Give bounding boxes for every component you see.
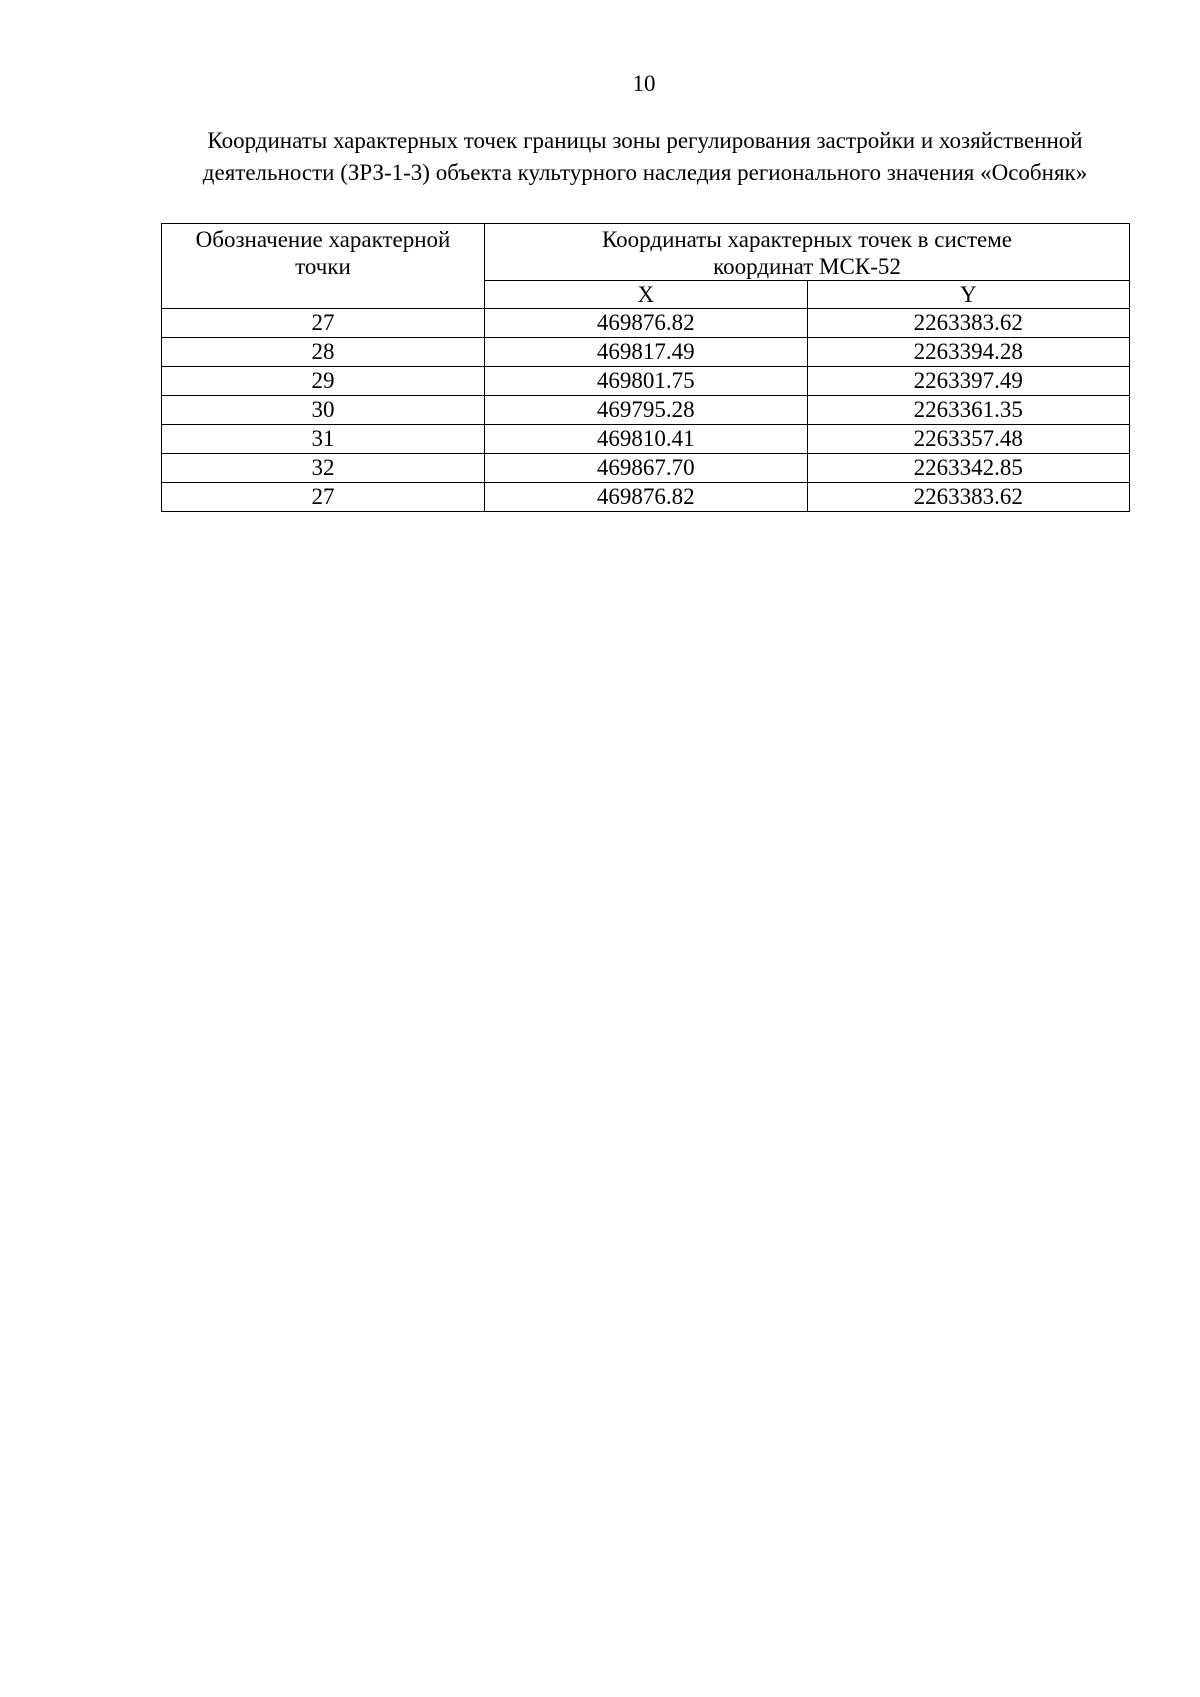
document-title-line-2: деятельности (ЗРЗ-1-3) объекта культурного наследия регионального значения «Особняк» [202, 160, 1088, 185]
cell-x: 469810.41 [485, 425, 808, 454]
header-point-line-1: Обозначение характерной [195, 227, 451, 252]
cell-x: 469817.49 [485, 338, 808, 367]
cell-x: 469795.28 [485, 396, 808, 425]
cell-point: 28 [162, 338, 485, 367]
table-row [162, 483, 1130, 512]
cell-y: 2263383.62 [807, 483, 1130, 512]
table-row [162, 338, 1130, 367]
cell-y: 2263361.35 [807, 396, 1130, 425]
cell-point: 32 [162, 454, 485, 483]
header-y: Y [807, 281, 1130, 309]
cell-y: 2263397.49 [807, 367, 1130, 396]
cell-point: 30 [162, 396, 485, 425]
header-coords-line-1: Координаты характерных точек в системе [601, 227, 1013, 252]
page-number: 10 [632, 71, 656, 96]
cell-y: 2263357.48 [807, 425, 1130, 454]
table-header-row [162, 224, 1130, 281]
cell-x: 469876.82 [485, 483, 808, 512]
cell-y: 2263394.28 [807, 338, 1130, 367]
cell-x: 469801.75 [485, 367, 808, 396]
header-point-line-2: точки [295, 254, 351, 279]
cell-point: 29 [162, 367, 485, 396]
header-coords-line-2: координат МСК-52 [713, 254, 901, 279]
cell-point: 27 [162, 483, 485, 512]
table-row [162, 367, 1130, 396]
cell-point: 27 [162, 309, 485, 338]
cell-x: 469867.70 [485, 454, 808, 483]
table-row [162, 396, 1130, 425]
header-x: X [485, 281, 808, 309]
cell-point: 31 [162, 425, 485, 454]
cell-y: 2263383.62 [807, 309, 1130, 338]
table-row [162, 454, 1130, 483]
table-row [162, 425, 1130, 454]
document-title [150, 125, 1140, 189]
header-point-designation [162, 224, 485, 309]
cell-y: 2263342.85 [807, 454, 1130, 483]
coordinates-table [161, 223, 1130, 512]
document-title-line-1: Координаты характерных точек границы зоны регулирования застройки и хозяйственной [207, 128, 1083, 153]
header-coordinates-group [485, 224, 1130, 281]
cell-x: 469876.82 [485, 309, 808, 338]
table-row [162, 309, 1130, 338]
